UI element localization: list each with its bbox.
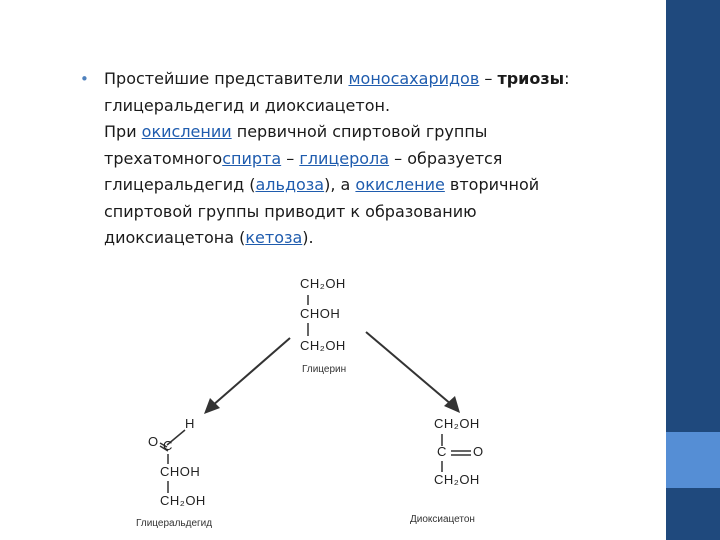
bullet-icon: • (80, 70, 89, 88)
link-monosaccharides[interactable]: моносахаридов (348, 69, 480, 88)
glyceraldehyde-caption: Глицеральдегид (136, 518, 213, 529)
text-segment: ). (302, 228, 314, 247)
glycerin-row-2: CHOH (300, 306, 341, 321)
paragraph (104, 66, 640, 252)
text-segment: – (281, 148, 300, 168)
glycerin-caption: Глицерин (302, 364, 347, 375)
link-aldose[interactable]: альдоза (255, 175, 325, 194)
arrow-left-line (212, 338, 290, 406)
dihydroxyacetone-o: O (473, 444, 484, 459)
glyceraldehyde-row-3: CH₂OH (160, 493, 206, 508)
text-line: глицеральдегид и диоксиацетон. (104, 95, 391, 115)
glyceraldehyde-h: H (185, 416, 195, 431)
sidebar-accent (666, 432, 720, 488)
text-segment: – образуется (389, 148, 503, 168)
glyceraldehyde-c: C (163, 438, 173, 453)
dihydroxyacetone-c: C (437, 444, 447, 459)
reaction-diagram (130, 268, 510, 540)
text-segment: глицеральдегид ( (104, 175, 256, 194)
link-ketose[interactable]: кетоза (245, 228, 303, 247)
link-oxidation[interactable]: окислении (141, 122, 232, 141)
text-segment: : (564, 69, 570, 88)
sidebar-strip (666, 0, 720, 540)
dihydroxyacetone-caption: Диоксиацетон (410, 514, 475, 525)
text-segment: первичной спиртовой группы (231, 122, 488, 141)
text-line: спиртовой группы приводит к образованию (104, 201, 477, 221)
link-oxidation-2[interactable]: окисление (355, 175, 445, 194)
text-segment: вторичной (444, 175, 540, 194)
dihydroxyacetone-row-3: CH₂OH (434, 472, 480, 487)
text-segment: При (104, 122, 142, 141)
glycerin-row-1: CH₂OH (300, 276, 346, 291)
text-segment: ), а (324, 175, 356, 194)
link-glycerol[interactable]: глицерола (299, 148, 390, 168)
text-segment: Простейшие представители (104, 69, 349, 88)
trioses-term: триозы (497, 69, 565, 88)
link-alcohol[interactable]: спирта (222, 148, 282, 168)
arrow-right-head-icon (444, 396, 460, 413)
glyceraldehyde-row-2: CHOH (160, 464, 201, 479)
text-segment: трехатомного (104, 148, 223, 168)
text-segment: диоксиацетона ( (104, 228, 246, 247)
arrow-right-line (366, 332, 452, 405)
dihydroxyacetone-row-1: CH₂OH (434, 416, 480, 431)
glycerin-row-3: CH₂OH (300, 338, 346, 353)
bullet-text (80, 66, 640, 252)
text-segment: – (479, 69, 498, 88)
glyceraldehyde-o: O (148, 434, 159, 449)
